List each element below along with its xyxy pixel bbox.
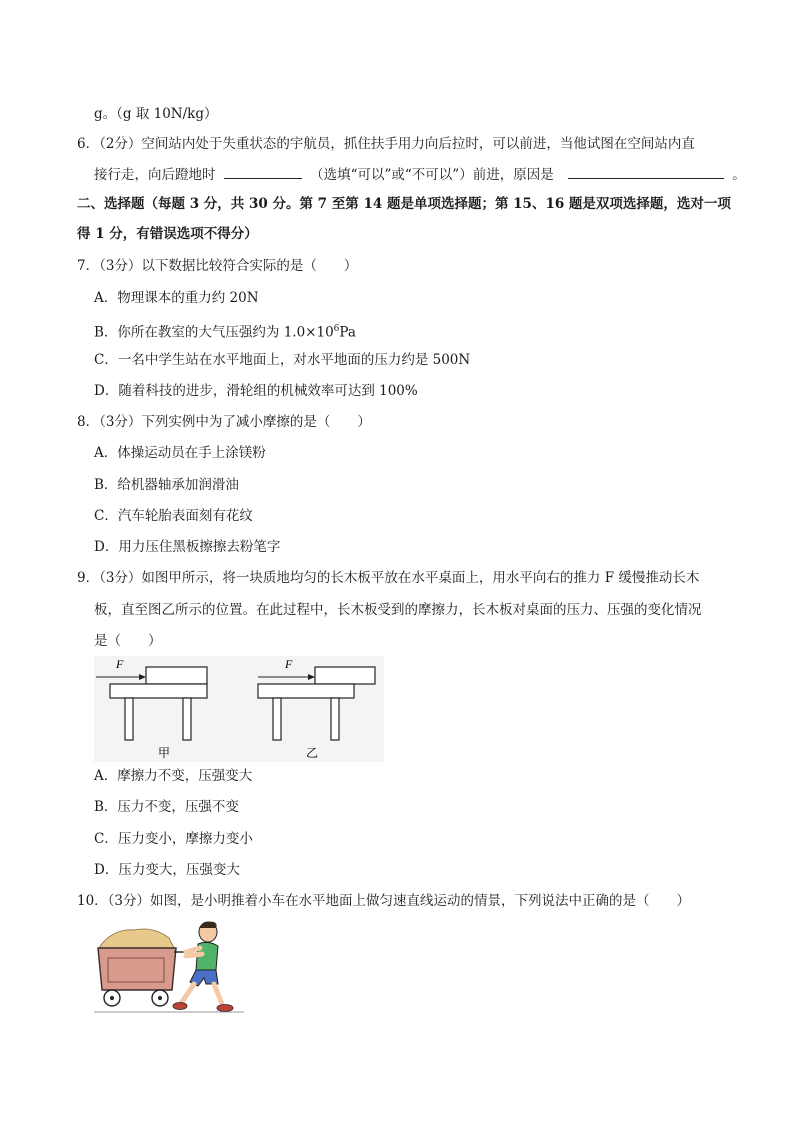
- figure-jia-tabletop: [110, 684, 207, 698]
- q7-stem: 7．（3分）以下数据比较符合实际的是（ ）: [77, 258, 358, 274]
- q6-blank-1[interactable]: [224, 164, 302, 179]
- q7-option-b[interactable]: [94, 319, 356, 343]
- figure-jia-force-label: F: [116, 657, 124, 671]
- section2-heading-line2: 得 1 分，有错误选项不得分）: [77, 226, 258, 242]
- figure-yi-force-label: F: [285, 657, 293, 671]
- q7-option-b-text: B．你所在教室的大气压强约为 1.0×10: [94, 324, 334, 341]
- q7-option-b-exponent: 6: [333, 324, 340, 334]
- figure-jia-leg-left: [125, 698, 133, 740]
- q9-line3: 是（ ）: [94, 633, 162, 649]
- q7-option-a[interactable]: A．物理课本的重力约 20N: [94, 290, 259, 306]
- q10-illustration: [94, 918, 244, 1016]
- q6-line2: [94, 164, 746, 185]
- q8-option-c[interactable]: C．汽车轮胎表面刻有花纹: [94, 508, 253, 524]
- q8-stem: 8．（3分）下列实例中为了减小摩擦的是（ ）: [77, 414, 371, 430]
- q6-line1: 6．（2分）空间站内处于失重状态的宇航员，抓住扶手用力向后拉时，可以前进，当他试图在空间站内直: [77, 136, 695, 152]
- figure-yi-tabletop: [258, 684, 354, 698]
- q9-option-c[interactable]: C．压力变小，摩擦力变小: [94, 831, 253, 847]
- q6-end: 。: [732, 167, 746, 183]
- q8-option-b[interactable]: B．给机器轴承加润滑油: [94, 477, 239, 493]
- q9-line1: 9．（3分）如图甲所示，将一块质地均匀的长木板平放在水平桌面上，用水平向右的推力 F 缓慢推动长木: [77, 570, 700, 586]
- q8-option-a[interactable]: A．体操运动员在手上涂镁粉: [94, 445, 266, 461]
- q10-stem: 10．（3分）如图，是小明推着小车在水平地面上做匀速直线运动的情景，下列说法中正确的是（ ）: [77, 893, 691, 909]
- q7-option-d[interactable]: D．随着科技的进步，滑轮组的机械效率可达到 100%: [94, 383, 418, 399]
- figure-label-jia: 甲: [158, 746, 171, 760]
- figure-yi-leg-left: [273, 698, 281, 740]
- figure-jia-board: [146, 667, 207, 684]
- q6-blank-2[interactable]: [568, 164, 724, 179]
- q9-option-b[interactable]: B．压力不变，压强不变: [94, 799, 239, 815]
- q9-option-a[interactable]: A．摩擦力不变，压强变大: [94, 768, 253, 784]
- q9-option-d[interactable]: D．压力变大，压强变大: [94, 862, 240, 878]
- section2-heading-line1: 二、选择题（每题 3 分，共 30 分。第 7 至第 14 题是单项选择题；第 15、16 题是双项选择题，选对一项: [77, 196, 731, 212]
- q8-option-d[interactable]: D．用力压住黑板擦擦去粉笔字: [94, 539, 281, 555]
- q9-line2: 板，直至图乙所示的位置。在此过程中，长木板受到的摩擦力，长木板对桌面的压力、压强的变化情况: [94, 602, 702, 618]
- figure-yi-board: [315, 667, 375, 684]
- figure-label-yi: 乙: [306, 746, 319, 760]
- q6-text-b: （选填“可以”或“不可以”）前进，原因是: [310, 167, 554, 183]
- figure-jia-leg-right: [183, 698, 191, 740]
- q6-text-a: 接行走，向后蹬地时: [94, 167, 216, 183]
- top-line: g。（g 取 10N/kg）: [94, 106, 218, 122]
- figure-yi-leg-right: [331, 698, 339, 740]
- q7-option-b-unit: Pa: [339, 324, 356, 341]
- q7-option-c[interactable]: C．一名中学生站在水平地面上，对水平地面的压力约是 500N: [94, 352, 471, 368]
- q9-figure: [94, 656, 384, 762]
